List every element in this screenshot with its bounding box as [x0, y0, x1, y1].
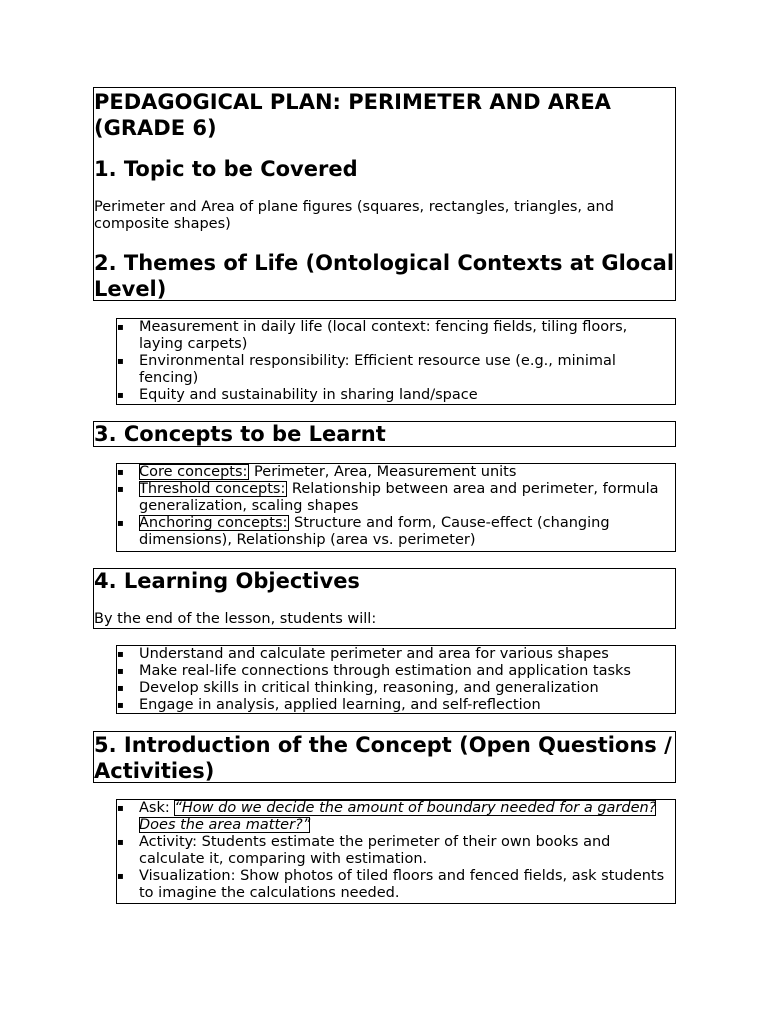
list-item: ▪ Understand and calculate perimeter and area for various shapes	[117, 646, 609, 662]
list-item: ▪ Measurement in daily life (local context: fencing fields, tiling floors, laying carpets)	[117, 319, 628, 352]
activities-list-box	[116, 799, 676, 904]
bullet-icon: ▪	[117, 356, 124, 367]
ask-question: “How do we decide the amount of boundary needed for a garden? Does the area matter?”	[139, 800, 657, 833]
bullet-icon: ▪	[117, 649, 124, 660]
bullet-icon: ▪	[117, 683, 124, 694]
section-5-box	[93, 731, 676, 783]
section-3-box	[93, 421, 676, 447]
ask-label: Ask:	[139, 800, 175, 816]
bullet-icon: ▪	[117, 484, 124, 495]
section-4-intro: By the end of the lesson, students will:	[94, 611, 377, 627]
bullet-icon: ▪	[117, 837, 124, 848]
objectives-list-box	[116, 645, 676, 714]
intro-box	[93, 87, 676, 301]
list-item: ▪ Visualization: Show photos of tiled floors and fenced fields, ask students to imagine the calculations needed.	[117, 868, 665, 901]
list-item: ▪ Engage in analysis, applied learning, and self-reflection	[117, 697, 541, 713]
bullet-icon: ▪	[117, 666, 124, 677]
list-item: ▪ Develop skills in critical thinking, reasoning, and generalization	[117, 680, 599, 696]
section-1-text: Perimeter and Area of plane figures (squares, rectangles, triangles, and composite shapes)	[94, 199, 614, 232]
bullet-icon: ▪	[117, 871, 124, 882]
list-item: ▪ Threshold concepts: Relationship between area and perimeter, formula generalization, scaling shapes	[117, 481, 659, 514]
list-item: ▪ Core concepts: Perimeter, Area, Measurement units	[117, 464, 517, 480]
themes-list-box	[116, 318, 676, 405]
concepts-list	[117, 464, 673, 549]
bullet-icon: ▪	[117, 322, 124, 333]
bullet-icon: ▪	[117, 390, 124, 401]
concept-term: Anchoring concepts:	[139, 515, 288, 531]
section-1-heading: 1. Topic to be Covered	[94, 157, 358, 181]
bullet-icon: ▪	[117, 803, 124, 814]
concept-term: Threshold concepts:	[139, 481, 286, 497]
concept-term: Core concepts:	[139, 464, 248, 480]
section-4-box	[93, 568, 676, 629]
activities-list	[117, 800, 673, 902]
list-item: ▪ Environmental responsibility: Efficient resource use (e.g., minimal fencing)	[117, 353, 616, 386]
section-2-heading: 2. Themes of Life (Ontological Contexts at Glocal Level)	[94, 251, 675, 301]
objectives-list	[117, 646, 673, 714]
bullet-icon: ▪	[117, 518, 124, 529]
concepts-list-box	[116, 463, 676, 552]
section-3-heading: 3. Concepts to be Learnt	[94, 422, 386, 446]
bullet-icon: ▪	[117, 700, 124, 711]
section-5-heading: 5. Introduction of the Concept (Open Questions / Activities)	[94, 733, 672, 783]
document-title: PEDAGOGICAL PLAN: PERIMETER AND AREA (GRADE 6)	[94, 90, 611, 140]
list-item: ▪ Anchoring concepts: Structure and form, Cause-effect (changing dimensions), Relationship (area vs. perimeter)	[117, 515, 610, 548]
section-4-heading: 4. Learning Objectives	[94, 569, 360, 593]
themes-list	[117, 319, 673, 404]
list-item: ▪ Activity: Students estimate the perimeter of their own books and calculate it, comparing with estimation.	[117, 834, 611, 867]
list-item: ▪ Make real-life connections through estimation and application tasks	[117, 663, 631, 679]
bullet-icon: ▪	[117, 467, 124, 478]
list-item	[117, 800, 673, 834]
list-item: ▪ Equity and sustainability in sharing land/space	[117, 387, 478, 403]
